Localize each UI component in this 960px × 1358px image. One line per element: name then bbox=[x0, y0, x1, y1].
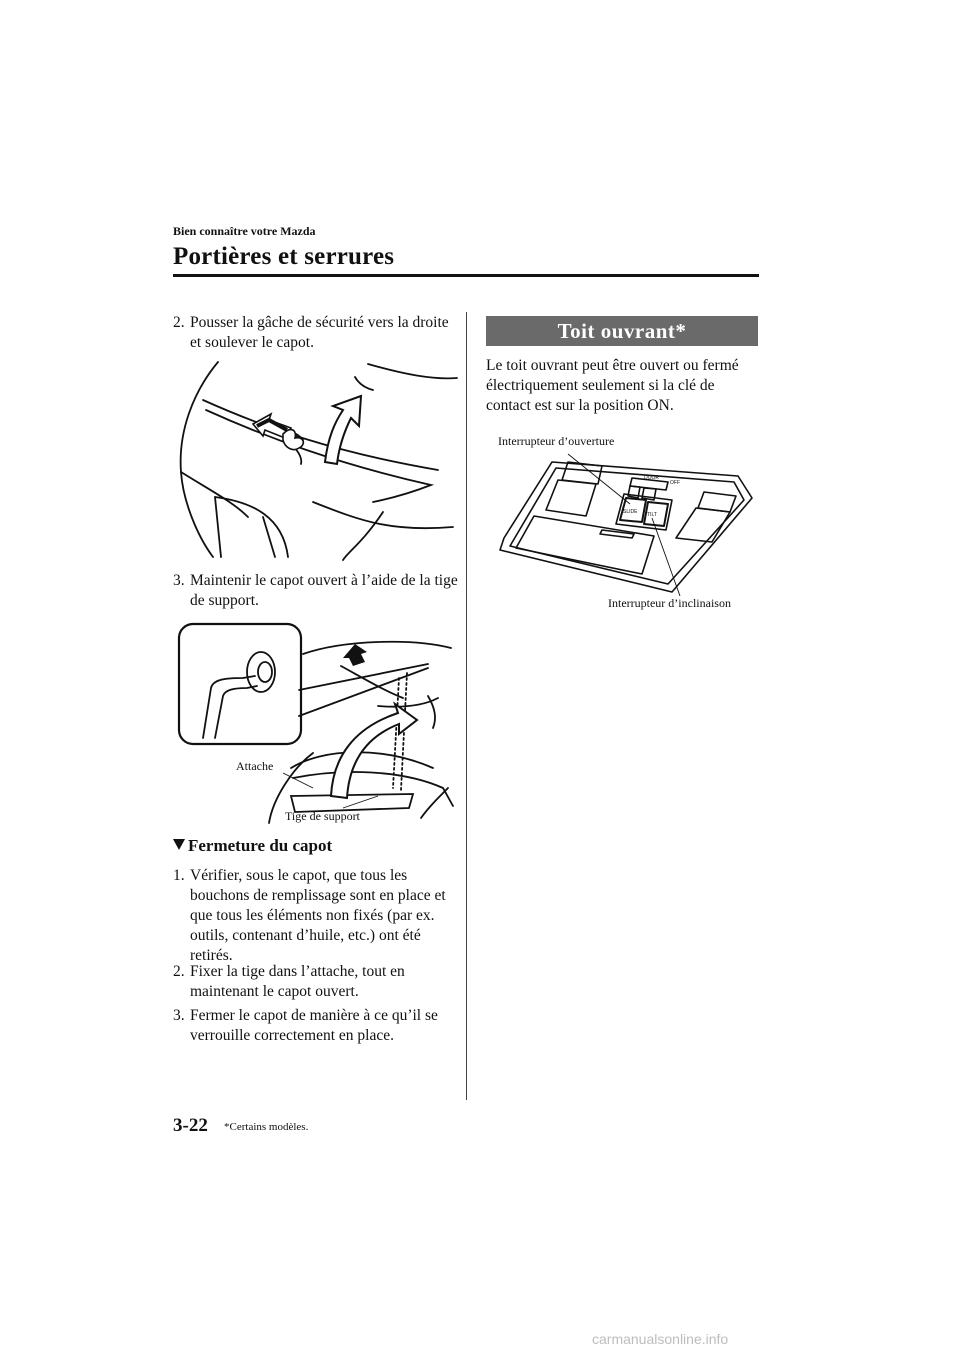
off-text: OFF bbox=[670, 480, 680, 486]
down-triangle-icon bbox=[173, 839, 185, 850]
slide-text: SLIDE bbox=[623, 509, 638, 515]
subsection-title: Fermeture du capot bbox=[188, 836, 333, 855]
step-text: Maintenir le capot ouvert à l’aide de la tige de support. bbox=[190, 572, 458, 609]
step-number: 1. bbox=[173, 867, 185, 884]
column-divider bbox=[466, 312, 467, 1100]
rod-swing-arrow-icon bbox=[331, 704, 417, 798]
step-text: Fixer la tige dans l’attache, tout en maintenant le capot ouvert. bbox=[190, 963, 405, 1000]
page-title: Portières et serrures bbox=[173, 243, 395, 270]
header-rule bbox=[173, 274, 759, 277]
tilt-text: TILT bbox=[647, 512, 657, 518]
step-number: 2. bbox=[173, 314, 185, 331]
latch-icon bbox=[283, 430, 303, 450]
sunroof-console-illustration bbox=[490, 446, 760, 596]
open-switch-label: Interrupteur d’ouverture bbox=[498, 434, 615, 448]
door-text: DOOR bbox=[644, 475, 659, 481]
support-rod-illustration bbox=[173, 618, 459, 828]
page-number: 3-22 bbox=[173, 1115, 208, 1136]
hood-arrow-icon bbox=[343, 644, 367, 666]
tilt-switch-label: Interrupteur d’inclinaison bbox=[608, 596, 731, 610]
closing-step-3 bbox=[173, 1006, 463, 1046]
tige-de-support-label: Tige de support bbox=[285, 809, 360, 823]
sunroof-section-banner: Toit ouvrant* bbox=[486, 316, 758, 346]
section-kicker: Bien connaître votre Mazda bbox=[173, 224, 316, 238]
step-text: Vérifier, sous le capot, que tous les bouchons de remplissage sont en place et que tous les éléments non fixés (par ex. outils, contenant d’huile, etc.) ont été retirés. bbox=[190, 867, 446, 964]
step-text: Fermer le capot de manière à ce qu’il se verrouille correctement en place. bbox=[190, 1007, 438, 1044]
closing-step-1 bbox=[173, 866, 463, 966]
subsection-heading bbox=[173, 836, 332, 856]
step-3-support bbox=[173, 571, 458, 611]
step-number: 2. bbox=[173, 963, 185, 980]
hood-latch-illustration bbox=[173, 352, 459, 562]
step-number: 3. bbox=[173, 572, 185, 589]
footnote: *Certains modèles. bbox=[224, 1121, 309, 1133]
step-number: 3. bbox=[173, 1007, 185, 1024]
step-text: Pousser la gâche de sécurité vers la droite et soulever le capot. bbox=[190, 314, 449, 351]
step-2-open bbox=[173, 313, 458, 353]
closing-step-2 bbox=[173, 962, 463, 1002]
lift-arrow-icon bbox=[325, 396, 361, 464]
attache-label: Attache bbox=[236, 759, 274, 773]
sunroof-paragraph: Le toit ouvrant peut être ouvert ou fermé électriquement seulement si la clé de contact est sur la position ON. bbox=[486, 357, 739, 414]
watermark: carmanualsonline.info bbox=[592, 1331, 729, 1347]
